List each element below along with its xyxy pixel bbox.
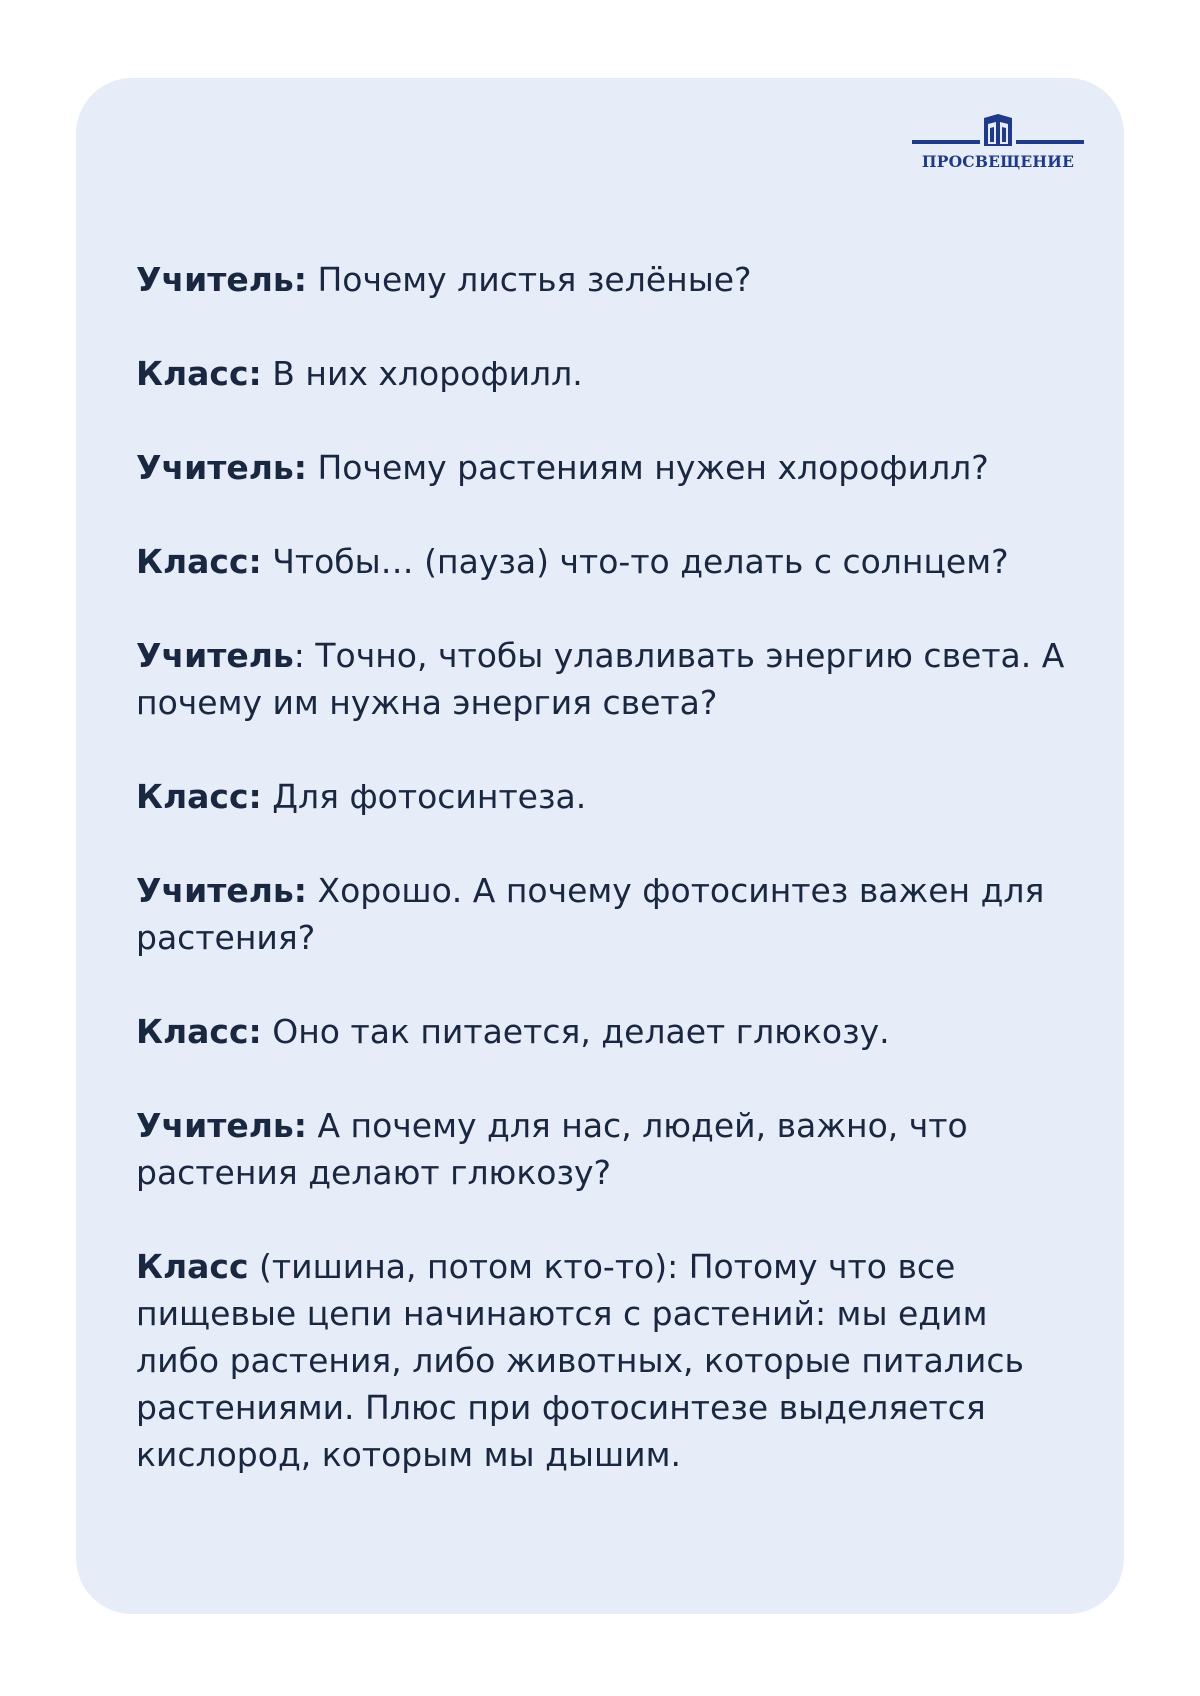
dialogue bbox=[136, 256, 1076, 1525]
replica-text: Почему растениям нужен хлорофилл? bbox=[306, 448, 989, 487]
dialogue-line bbox=[136, 1243, 1076, 1478]
speaker-name: Учитель bbox=[136, 1106, 294, 1145]
speaker-name: Класс bbox=[136, 1247, 249, 1286]
replica-text: Чтобы… (пауза) что-то делать с солнцем? bbox=[261, 542, 1009, 581]
dialogue-line bbox=[136, 444, 1076, 491]
dialogue-line bbox=[136, 350, 1076, 397]
speaker-name: Класс bbox=[136, 354, 249, 393]
replica-text: Оно так питается, делает глюкозу. bbox=[261, 1012, 890, 1051]
replica-text: Почему листья зелёные? bbox=[306, 260, 752, 299]
speaker-colon: : bbox=[293, 448, 307, 487]
replica-text: Точно, чтобы улавливать энергию света. А почему им нужна энергия света? bbox=[136, 636, 1065, 722]
speaker-colon: : bbox=[248, 1012, 262, 1051]
speaker-name: Класс bbox=[136, 1012, 249, 1051]
dialogue-line bbox=[136, 1008, 1076, 1055]
speaker-colon: : bbox=[248, 542, 262, 581]
logo-text: ПРОСВЕЩЕНИЕ bbox=[921, 152, 1075, 171]
speaker-colon: : bbox=[293, 1106, 307, 1145]
speaker-name: Учитель bbox=[136, 871, 294, 910]
book-emblem-icon bbox=[910, 114, 1086, 150]
replica-text: Для фотосинтеза. bbox=[261, 777, 587, 816]
dialogue-card bbox=[76, 78, 1124, 1614]
speaker-name: Класс bbox=[136, 542, 249, 581]
speaker-name: Учитель bbox=[136, 260, 294, 299]
speaker-colon: : bbox=[293, 636, 305, 675]
dialogue-line bbox=[136, 256, 1076, 303]
dialogue-line bbox=[136, 1102, 1076, 1196]
speaker-name: Учитель bbox=[136, 448, 294, 487]
replica-text: (тишина, потом кто-то): Потому что все пищевые цепи начинаются с растений: мы едим либо растения, либо животных, которые питались растениями. Плюс при фотосинтезе выделяется кислород, которым мы дышим. bbox=[136, 1247, 1024, 1474]
replica-text: В них хлорофилл. bbox=[261, 354, 583, 393]
speaker-colon: : bbox=[293, 871, 307, 910]
speaker-colon: : bbox=[248, 354, 262, 393]
prosveshchenie-logo bbox=[910, 114, 1086, 176]
replica-text: Хорошо. А почему фотосинтез важен для растения? bbox=[136, 871, 1045, 957]
replica-text: А почему для нас, людей, важно, что растения делают глюкозу? bbox=[136, 1106, 968, 1192]
speaker-name: Учитель bbox=[136, 636, 294, 675]
dialogue-line bbox=[136, 773, 1076, 820]
dialogue-line bbox=[136, 632, 1076, 726]
speaker-colon: : bbox=[248, 777, 262, 816]
speaker-colon: : bbox=[293, 260, 307, 299]
dialogue-line bbox=[136, 538, 1076, 585]
dialogue-line bbox=[136, 867, 1076, 961]
speaker-name: Класс bbox=[136, 777, 249, 816]
